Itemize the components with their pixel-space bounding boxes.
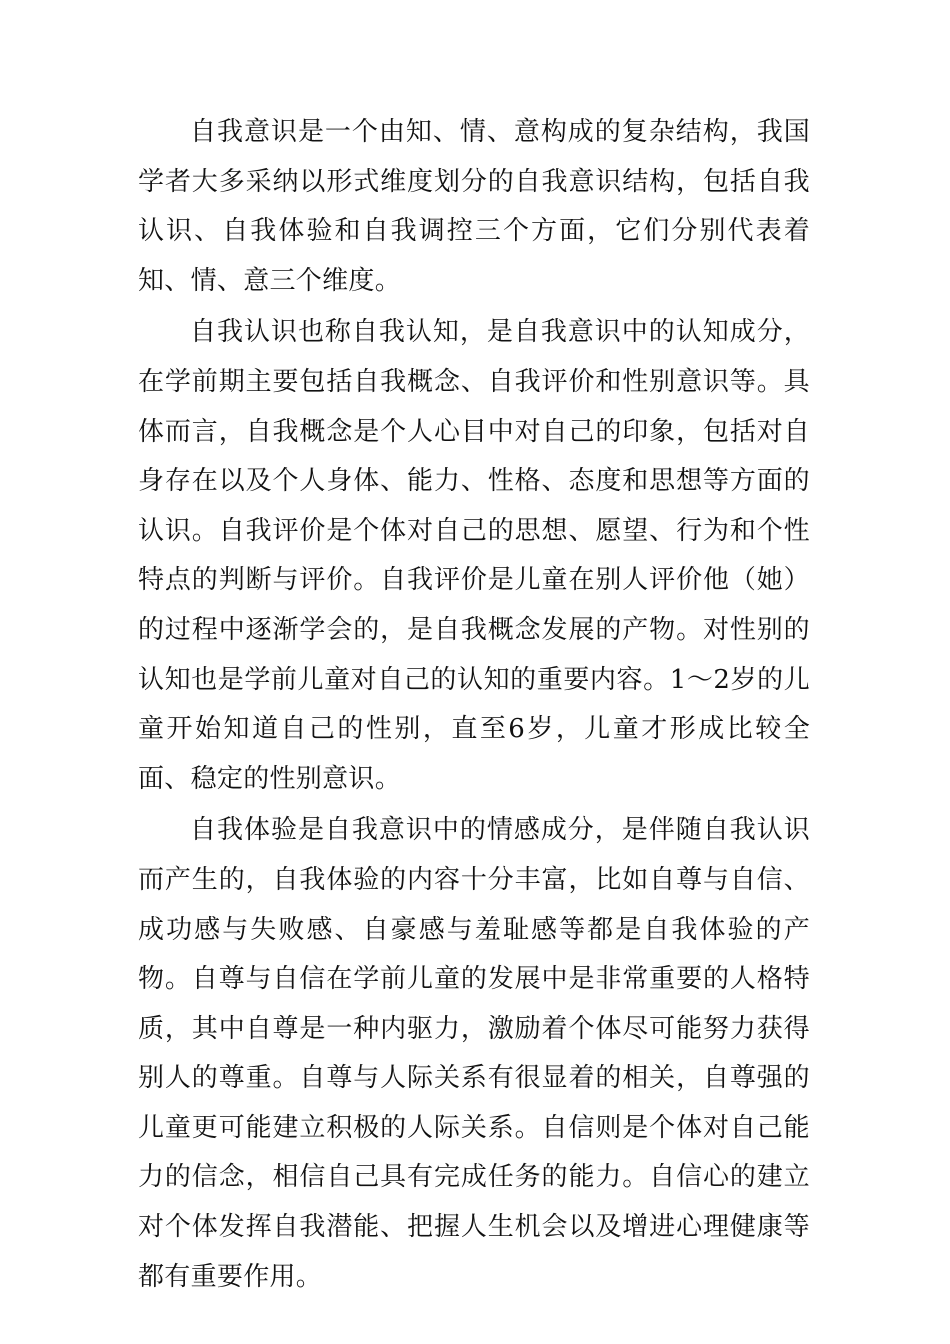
paragraph-self-consciousness-structure: 自我意识是一个由知、情、意构成的复杂结构，我国学者大多采纳以形式维度划分的自我意识结构，包括自我认识、自我体验和自我调控三个方面，它们分别代表着知、情、意三个维度。 [138,117,810,296]
paragraph-self-experience: 自我体验是自我意识中的情感成分，是伴随自我认识而产生的，自我体验的内容十分丰富，比如自尊与自信、成功感与失败感、自豪感与羞耻感等都是自我体验的产物。自尊与自信在学前儿童的发展中是非常重要的人格特质，其中自尊是一种内驱力，激励着个体尽可能努力获得别人的尊重。自尊与人际关系有很显着的相关，自尊强的儿童更可能建立积极的人际关系。自信则是个体对自己能力的信念，相信自己具有完成任务的能力。自信心的建立对个体发挥自我潜能、把握人生机会以及增进心理健康等都有重要作用。 [138,815,810,1292]
paragraph-self-cognition: 自我认识也称自我认知，是自我意识中的认知成分，在学前期主要包括自我概念、自我评价和性别意识等。具体而言，自我概念是个人心目中对自己的印象，包括对自身存在以及个人身体、能力、性格、态度和思想等方面的认识。自我评价是个体对自己的思想、愿望、行为和个性特点的判断与评价。自我评价是儿童在别人评价他（她）的过程中逐渐学会的，是自我概念发展的产物。对性别的认知也是学前儿童对自己的认知的重要内容。1～2岁的儿童开始知道自己的性别，直至6岁，儿童才形成比较全面、稳定的性别意识。 [138,317,810,794]
document-body [138,108,810,1304]
